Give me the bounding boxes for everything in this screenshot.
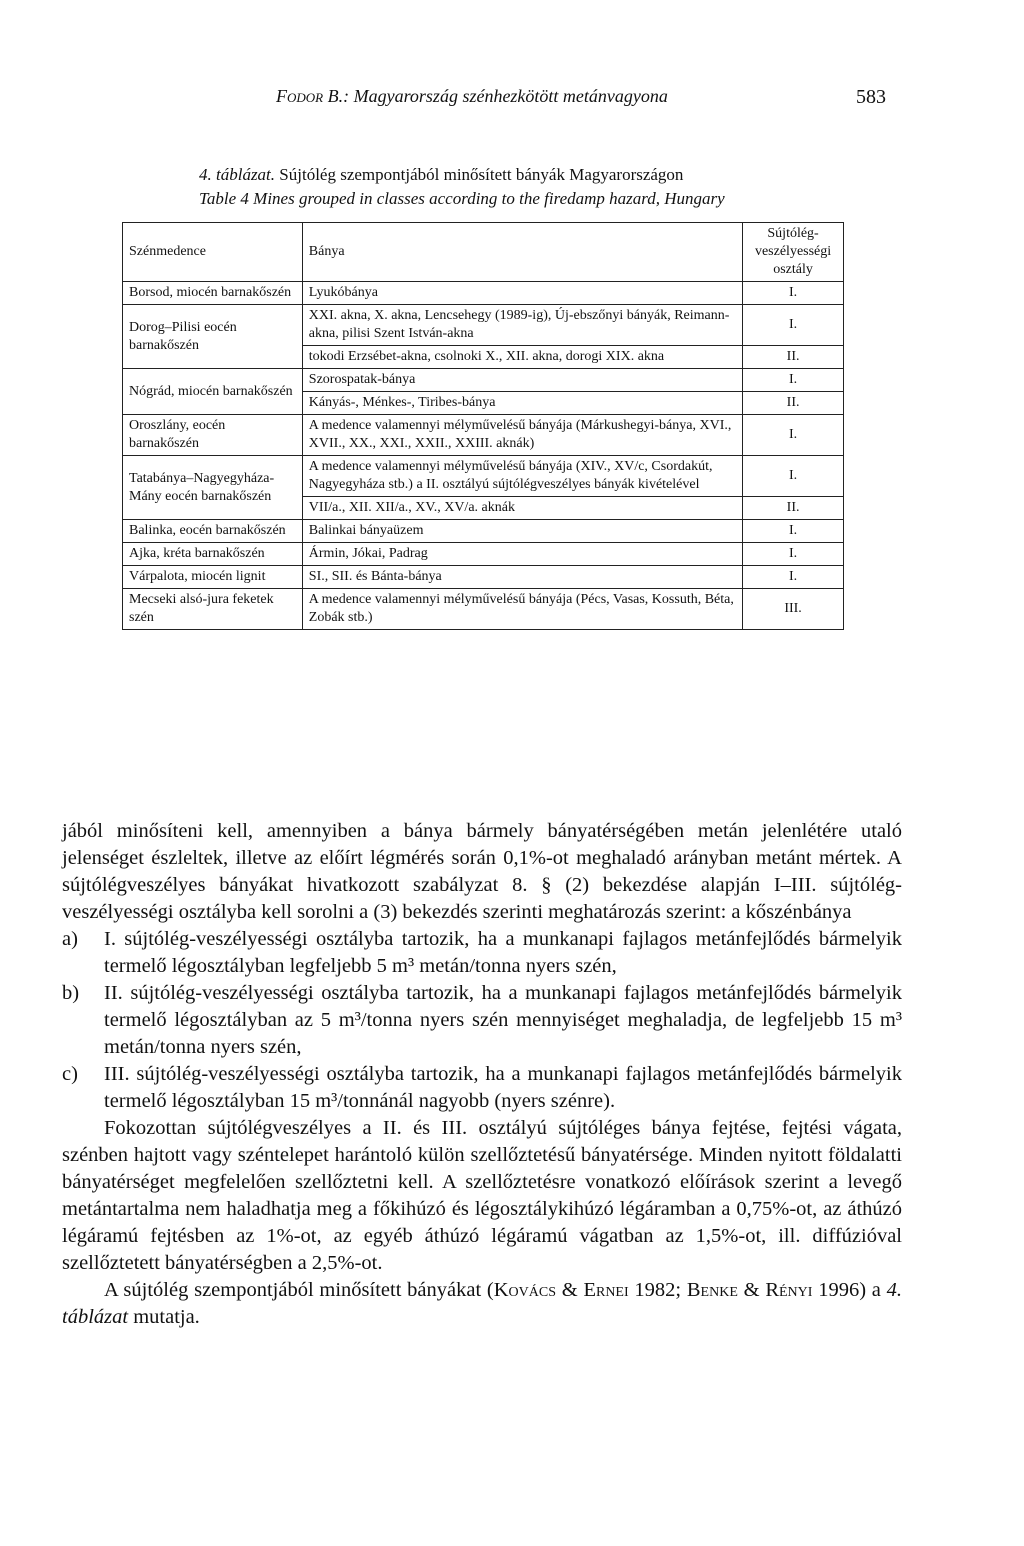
list-text: III. sújtólég-veszélyességi osztályba tartozik, ha a munkanapi fajlagos metánfejlődés bármelyik termelő légosztályban 15 m³/tonnánál nagyobb (nyers szénre). [104,1063,902,1112]
caption-label: 4. táblázat. [199,165,276,184]
paragraph: Fokozottan sújtólégveszélyes a II. és III. osztályú sújtóléges bánya fejtése, fejtési vágata, szénben hajtott vagy széntelepet harántoló külön szellőztetésű bányatérsége. Minden nyitott földalatti bányatérséget megfelelően szellőztetni kell. A szellőztetésre vonatkozó előírások szerint a levegő metántartalma nem haladhatja meg a főkihúzó és légosztálykihúzó légáramban a 0,75%-ot, az áthúzó légáramú fejtésben az 1%-ot, az egyéb áthúzó légáramú vágatban az 1,5%-ot, ill. diffúzióval szellőztetett bányatérségben a 2,5%-ot. [62,1117,902,1274]
basin-cell: Tatabánya–Nagyegyháza-Mány eocén barnakőszén [123,456,303,520]
class-cell: II. [743,392,844,415]
table-row [123,369,844,392]
class-cell: I. [743,520,844,543]
list-text: II. sújtólég-veszélyességi osztályba tartozik, ha a munkanapi fajlagos metánfejlődés bármelyik termelő légosztályban az 5 m³/tonna nyers szén mennyiséget meghaladja, de legfeljebb 15 m³ metán/tonna nyers szén, [104,982,902,1058]
table-row [123,456,844,497]
mine-cell: Kányás-, Ménkes-, Tiribes-bánya [302,392,742,415]
mine-cell: A medence valamennyi mélyművelésű bányája (Márkushegyi-bánya, XVI., XVII., XX., XXI., XXII., XXIII. aknák) [302,415,742,456]
mine-cell: VII/a., XII. XII/a., XV., XV/a. aknák [302,497,742,520]
paragraph: jából minősíteni kell, amennyiben a bánya bármely bányatérségében metán jelenlétére utaló jelenséget észleltek, illetve az előírt légmérés során 0,1%-ot meghaladó arányban metánt mértek. A sújtólégveszélyes bányákat hivatkozott szabályzat 8. § (2) bekezdése alapján I–III. sújtólég-veszélyességi osztályba kell sorolni a (3) bekezdés szerinti meghatározás szerint: a kőszénbánya [62,820,902,923]
text-run: 1996) a [812,1279,887,1301]
class-cell: II. [743,346,844,369]
class-cell: I. [743,456,844,497]
mine-cell: Balinkai bányaüzem [302,520,742,543]
page-number: 583 [856,86,886,108]
list-label: b) [62,982,80,1004]
list-text: I. sújtólég-veszélyességi osztályba tartozik, ha a munkanapi fajlagos metánfejlődés bármelyik termelő légosztályban legfeljebb 5 m³ metán/tonna nyers szén, [104,928,902,977]
mine-cell: Ármin, Jókai, Padrag [302,543,742,566]
caption-en: Table 4 Mines grouped in classes according to the firedamp hazard, Hungary [199,189,725,208]
class-cell: I. [743,543,844,566]
mine-cell: A medence valamennyi mélyművelésű bányája (Pécs, Vasas, Kossuth, Béta, Zobák stb.) [302,589,742,630]
basin-cell: Várpalota, miocén lignit [123,566,303,589]
text-run: mutatja. [128,1306,200,1328]
mine-cell: XXI. akna, X. akna, Lencsehegy (1989-ig), Új-ebszőnyi bányák, Reimann-akna, pilisi Szent István-akna [302,305,742,346]
class-cell: I. [743,282,844,305]
list-item [62,980,902,1061]
table-row [123,566,844,589]
basin-cell: Balinka, eocén barnakőszén [123,520,303,543]
basin-cell: Dorog–Pilisi eocén barnakőszén [123,305,303,369]
table-header-row [123,223,844,282]
body-text [62,818,902,1331]
basin-cell: Mecseki alsó-jura feketek szén [123,589,303,630]
list-item [62,926,902,980]
running-title [276,86,668,107]
basin-cell: Nógrád, miocén barnakőszén [123,369,303,415]
class-cell: I. [743,566,844,589]
class-cell: II. [743,497,844,520]
paragraph [62,1277,902,1331]
basin-cell: Borsod, miocén barnakőszén [123,282,303,305]
mines-table [122,222,844,630]
basin-cell: Oroszlány, eocén barnakőszén [123,415,303,456]
mine-cell: tokodi Erzsébet-akna, csolnoki X., XII. akna, dorogi XIX. akna [302,346,742,369]
class-cell: I. [743,369,844,392]
table-row [123,520,844,543]
citation: Kovács & Ernei [493,1279,629,1301]
table-row [123,543,844,566]
text-run: A sújtólég szempontjából minősített bányákat ( [104,1279,494,1301]
class-cell: III. [743,589,844,630]
mine-cell: SI., SII. és Bánta-bánya [302,566,742,589]
col-basin-header: Szénmedence [123,223,303,282]
running-header [276,86,886,116]
caption-hu-text: Sújtólég szempontjából minősített bányák Magyarországon [275,165,684,184]
mine-cell: Szorospatak-bánya [302,369,742,392]
list-label: a) [62,928,78,950]
col-mine-header: Bánya [302,223,742,282]
table-reference: 4. táblázat [62,1279,903,1328]
table-row [123,282,844,305]
col-class-header: Sújtólég-veszélyességi osztály [743,223,844,282]
table-row [123,589,844,630]
caption-hu [199,163,959,187]
table-row [123,305,844,346]
list-item [62,1061,902,1115]
basin-cell: Ajka, kréta barnakőszén [123,543,303,566]
list-label: c) [62,1063,78,1085]
class-cell: I. [743,305,844,346]
text-run: 1982; [628,1279,687,1301]
mine-cell: A medence valamennyi mélyművelésű bányája (XIV., XV/c, Csordakút, Nagyegyháza stb.) a II. osztályú sújtólégveszélyes bányák kivételével [302,456,742,497]
citation: Benke & Rényi [686,1279,813,1301]
header-author: Fodor B. [276,86,344,106]
header-title: : Magyarország szénhezkötött metánvagyona [343,86,668,106]
table-caption [199,163,959,211]
table-row [123,415,844,456]
mine-cell: Lyukóbánya [302,282,742,305]
class-cell: I. [743,415,844,456]
